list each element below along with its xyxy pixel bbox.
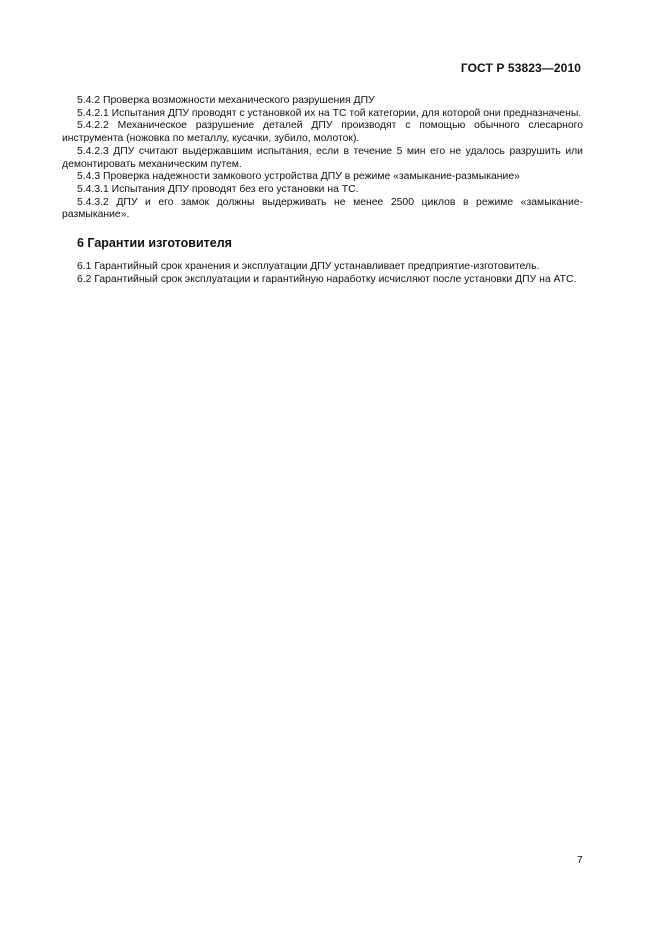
paragraph-5-4-3-2: 5.4.3.2 ДПУ и его замок должны выдерживать не менее 2500 циклов в режиме «замыкание-размыкание». (62, 196, 583, 221)
document-body (62, 95, 583, 286)
document-header-standard-id: ГОСТ Р 53823—2010 (460, 61, 581, 75)
paragraph-6-1: 6.1 Гарантийный срок хранения и эксплуатации ДПУ устанавливает предприятие-изготовитель. (77, 261, 540, 273)
paragraph-6-2: 6.2 Гарантийный срок эксплуатации и гарантийную наработку исчисляют после установки ДПУ на АТС. (77, 273, 577, 285)
paragraph-5-4-3-1: 5.4.3.1 Испытания ДПУ проводят без его установки на ТС. (77, 183, 359, 195)
paragraph-5-4-2-1: 5.4.2.1 Испытания ДПУ проводят с установкой их на ТС той категории, для которой они предназначены. (77, 107, 582, 119)
paragraph-5-4-2-2: 5.4.2.2 Механическое разрушение деталей ДПУ производят с помощью обычного слесарного инструмента (ножовка по металлу, кусачки, зубило, молоток). (62, 120, 583, 145)
paragraph-5-4-2: 5.4.2 Проверка возможности механического разрушения ДПУ (77, 95, 375, 106)
section-heading-6: 6 Гарантии изготовителя (77, 236, 232, 251)
paragraph-5-4-2-3: 5.4.2.3 ДПУ считают выдержавшим испытания, если в течение 5 мин его не удалось разрушить или демонтировать механическим путем. (62, 145, 583, 170)
page-number: 7 (577, 855, 583, 866)
paragraph-5-4-3: 5.4.3 Проверка надежности замкового устройства ДПУ в режиме «замыкание-размыкание» (77, 171, 520, 183)
